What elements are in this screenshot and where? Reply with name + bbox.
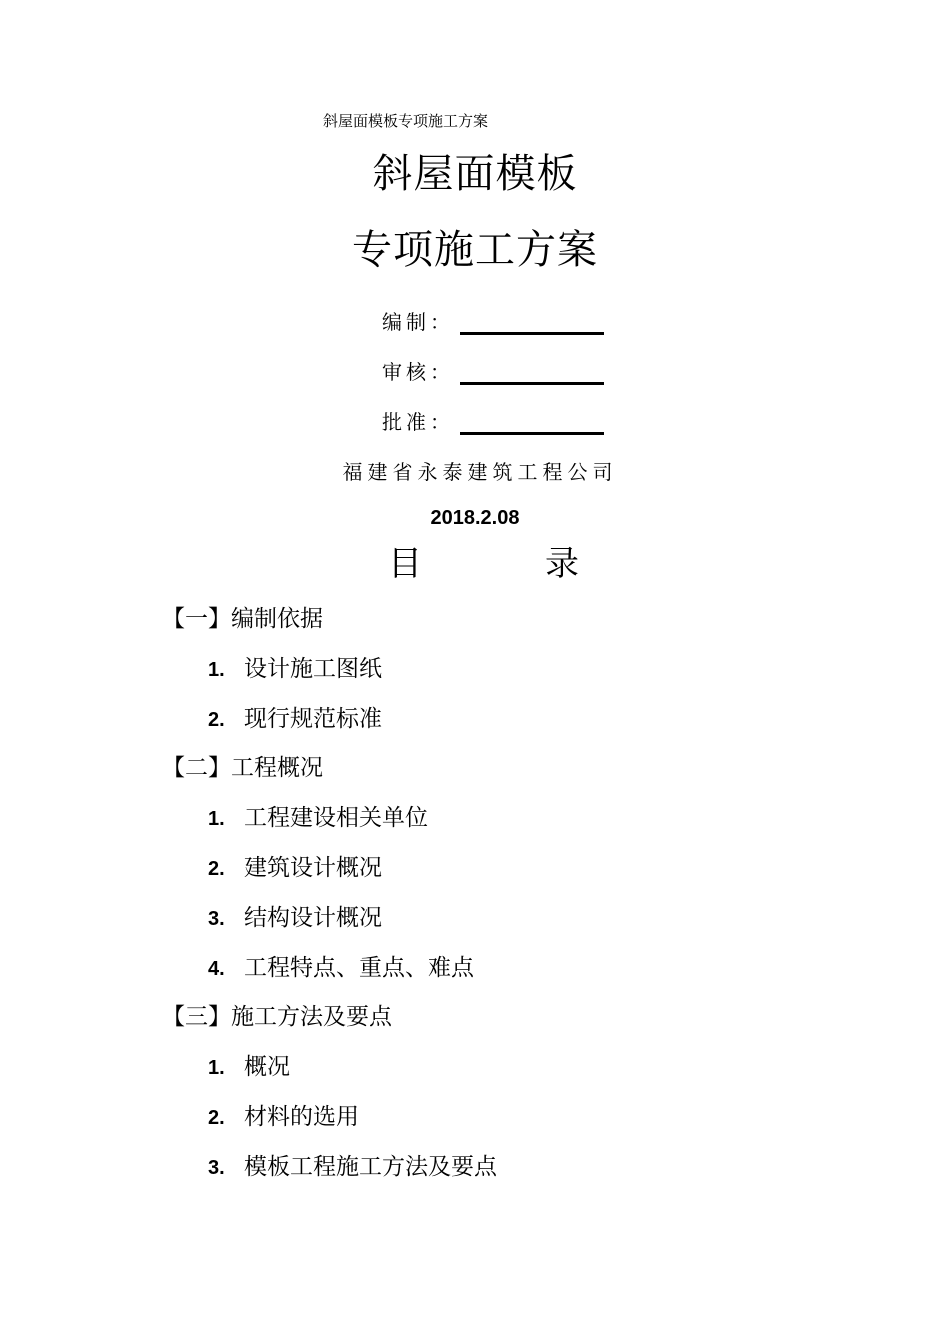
toc-item-text: 模板工程施工方法及要点: [244, 1154, 497, 1180]
signature-row-approved: [382, 406, 454, 435]
toc-item-number: 2.: [208, 858, 225, 880]
signature-line: [460, 382, 604, 385]
document-date: 2018.2.08: [430, 507, 520, 529]
toc-item: [208, 799, 428, 832]
signature-label: 审核：: [382, 360, 454, 384]
toc-item-text: 结构设计概况: [244, 905, 382, 931]
toc-item-text: 工程建设相关单位: [244, 805, 428, 831]
toc-item-text: 建筑设计概况: [244, 855, 382, 881]
toc-item-number: 2.: [208, 1107, 225, 1129]
toc-title-right: 录: [545, 544, 579, 584]
toc-item-text: 材料的选用: [244, 1104, 359, 1130]
toc-item: [208, 1148, 497, 1181]
signature-label: 批准：: [382, 410, 454, 434]
toc-item-number: 1.: [208, 808, 225, 830]
signature-line: [460, 432, 604, 435]
running-header: 斜屋面模板专项施工方案: [323, 112, 489, 130]
toc-item-number: 1.: [208, 1057, 225, 1079]
toc-item-number: 3.: [208, 1157, 225, 1179]
toc-item: [208, 899, 382, 932]
signature-row-reviewed: [382, 356, 454, 385]
document-title-line-1: 斜屋面模板: [372, 151, 578, 197]
toc-item: [208, 949, 474, 982]
toc-item-text: 概况: [244, 1054, 290, 1080]
document-title-line-2: 专项施工方案: [352, 227, 598, 273]
toc-item: [208, 1048, 290, 1081]
toc-item: [208, 650, 382, 683]
toc-item-text: 现行规范标准: [244, 706, 382, 732]
toc-section: 【三】施工方法及要点: [162, 1004, 392, 1030]
toc-item: [208, 700, 382, 733]
toc-item: [208, 1098, 359, 1131]
toc-item-number: 2.: [208, 709, 225, 731]
signature-label: 编制：: [382, 310, 454, 334]
signature-line: [460, 332, 604, 335]
toc-section: 【二】工程概况: [162, 755, 323, 781]
toc-item-text: 设计施工图纸: [244, 656, 382, 682]
toc-item-number: 4.: [208, 958, 225, 980]
toc-item: [208, 849, 382, 882]
company-name: 福建省永泰建筑工程公司: [342, 460, 618, 484]
signature-row-compiled: [382, 306, 454, 335]
toc-title-left: 目: [388, 544, 422, 584]
toc-item-number: 3.: [208, 908, 225, 930]
toc-item-number: 1.: [208, 659, 225, 681]
toc-section: 【一】编制依据: [162, 606, 323, 632]
toc-item-text: 工程特点、重点、难点: [244, 955, 474, 981]
